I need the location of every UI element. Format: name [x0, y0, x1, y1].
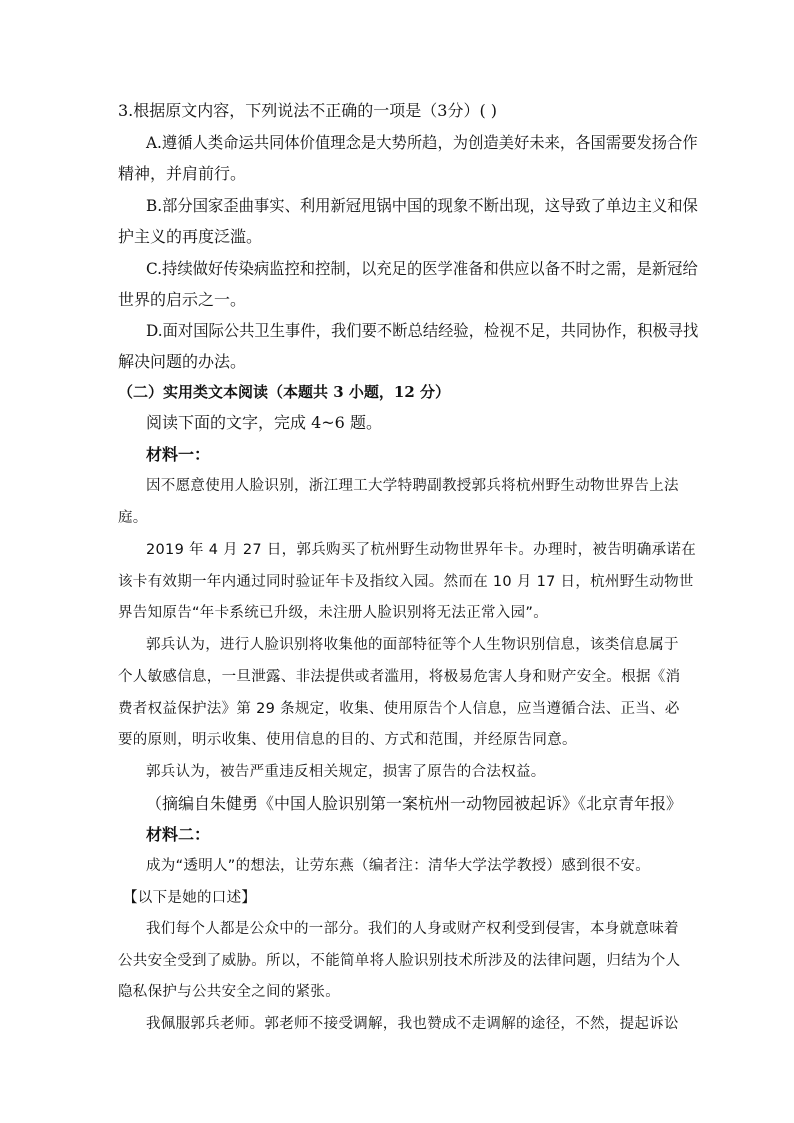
- option-d-line-1: D.面对国际公共卫生事件，我们要不断总结经验，检视不足，共同协作，积极寻找: [146, 321, 699, 340]
- material-one-paragraph: 郭兵认为，进行人脸识别将收集他的面部特征等个人生物识别信息，该类信息属于: [146, 637, 679, 653]
- material-one-paragraph: 界告知原告“年卡系统已升级，未注册人脸识别将无法正常入园”。: [118, 605, 549, 621]
- material-one-paragraph: 庭。: [118, 510, 148, 526]
- section-heading: （二）实用类文本阅读（本题共 3 小题，12 分）: [118, 383, 450, 401]
- material-two-paragraph: 成为“透明人”的想法，让劳东燕（编者注：清华大学法学教授）感到很不安。: [146, 858, 651, 874]
- material-one-title: 材料一：: [146, 445, 211, 464]
- option-a-line-2: 精神，并肩前行。: [118, 164, 247, 183]
- option-c-line-1: C.持续做好传染病监控和控制，以充足的医学准备和供应以备不时之需，是新冠给: [146, 259, 698, 278]
- material-one-source: （摘编自朱健勇《中国人脸识别第一案杭州一动物园被起诉》《北京青年报》: [146, 794, 683, 813]
- material-two-paragraph: 我们每个人都是公众中的一部分。我们的人身或财产权利受到侵害，本身就意味着: [146, 921, 679, 937]
- material-two-paragraph: 我佩服郭兵老师。郭老师不接受调解，我也赞成不走调解的途径，不然，提起诉讼: [146, 1016, 679, 1032]
- material-one-paragraph: 费者权益保护法》第 29 条规定，收集、使用原告个人信息，应当遵循合法、正当、必: [118, 701, 680, 717]
- material-two-paragraph: 公共安全受到了威胁。所以，不能简单将人脸识别技术所涉及的法律问题，归结为个人: [118, 953, 681, 969]
- material-one-paragraph: 因不愿意使用人脸识别，浙江理工大学特聘副教授郭兵将杭州野生动物世界告上法: [146, 478, 679, 494]
- question-stem: 3.根据原文内容，下列说法不正确的一项是（3分）( ): [118, 101, 498, 120]
- material-one-paragraph: 该卡有效期一年内通过同时验证年卡及指纹入园。然而在 10 月 17 日，杭州野生动物世: [118, 574, 694, 590]
- material-two-paragraph: 隐私保护与公共安全之间的紧张。: [118, 984, 340, 1000]
- material-two-note: 【以下是她的口述】: [123, 890, 257, 906]
- material-one-paragraph: 要的原则，明示收集、使用信息的目的、方式和范围，并经原告同意。: [118, 732, 577, 748]
- option-a-line-1: A.遵循人类命运共同体价值理念是大势所趋，为创造美好未来，各国需要发扬合作: [146, 133, 698, 152]
- option-c-line-2: 世界的启示之一。: [118, 290, 247, 309]
- option-d-line-2: 解决问题的办法。: [118, 352, 247, 371]
- material-two-title: 材料二：: [146, 825, 211, 844]
- option-b-line-1: B.部分国家歪曲事实、利用新冠甩锅中国的现象不断出现，这导致了单边主义和保: [146, 196, 698, 215]
- material-one-paragraph: 郭兵认为，被告严重违反相关规定，损害了原告的合法权益。: [146, 764, 546, 780]
- material-one-paragraph: 2019 年 4 月 27 日，郭兵购买了杭州野生动物世界年卡。办理时，被告明确承诺在: [146, 542, 697, 558]
- section-instruction: 阅读下面的文字，完成 4~6 题。: [146, 413, 382, 432]
- material-one-paragraph: 个人敏感信息，一旦泄露、非法提供或者滥用，将极易危害人身和财产安全。根据《消: [118, 669, 681, 685]
- option-b-line-2: 护主义的再度泛滥。: [118, 227, 263, 246]
